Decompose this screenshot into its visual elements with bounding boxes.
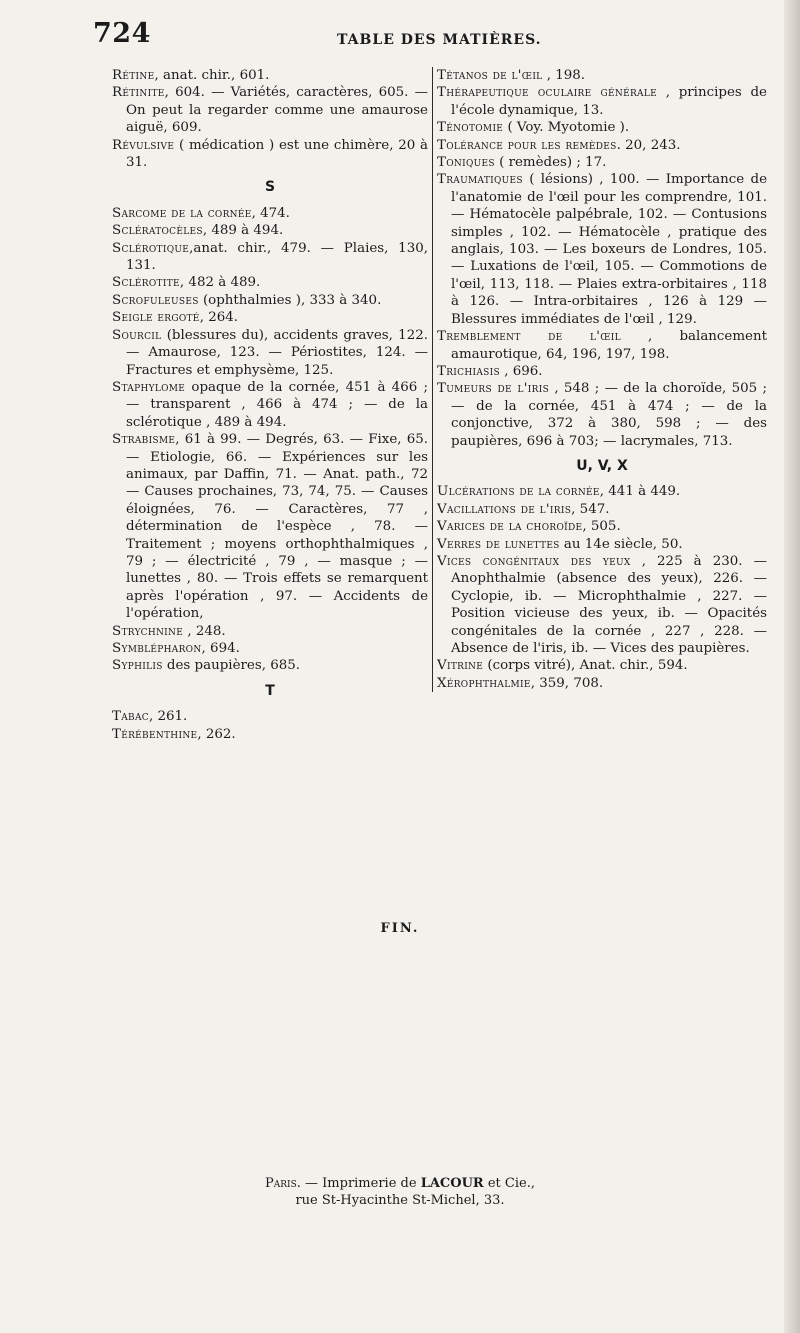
- entry-text: , 198.: [542, 68, 586, 83]
- entry-head: Tolérance pour les remèdes: [437, 137, 617, 153]
- entry-head: Sarcome de la cornée: [112, 205, 252, 221]
- entry-text: ( lésions) , 100. — Importance de l'anatomie de l'œil pour les comprendre, 101. — Hématocèle palpébrale, 102. — Contusions simples , 102. — Hématocèle , pratique des anglais, 103. — Les boxeurs de Londres, 105. — Luxations de l'œil, 105. — Commotions de l'œil, 113, 118. — Plaies extra-orbitaires , 118 à 126. — Intra-orbitaires , 126 à 129 — Blessures immédiates de l'œil , 129.: [451, 172, 767, 327]
- entry-text: , 474.: [251, 205, 290, 221]
- entry-text: , 248.: [183, 623, 226, 639]
- index-entry: [112, 327, 428, 379]
- index-entry: [112, 708, 428, 725]
- entry-head: Tumeurs de l'iris: [437, 381, 550, 397]
- index-entry: [437, 553, 767, 657]
- entry-head: Verres de lunettes: [437, 536, 560, 552]
- entry-text: , 604. — Variétés, caractères, 605. — On peut la regarder comme une amaurose aiguë, 609.: [126, 85, 428, 136]
- index-entry: [437, 84, 767, 119]
- index-entry: [437, 363, 767, 380]
- entry-text: , 61 à 99. — Degrés, 63. — Fixe, 65. — Etiologie, 66. — Expériences sur les animaux, par Daffin, 71. — Anat. path., 72 — Causes prochaines, 73, 74, 75. — Causes éloignées, 76. — Caractères, 77 , détermination de l'espèce , 78. — Traitement ; moyens orthophthalmiques , 79 ; — électricité , 79 , — masque ; — lunettes , 80. — Trois effets se remarquent après l'opération , 97. — Accidents de l'opération,: [126, 432, 428, 622]
- entry-head: Syphilis: [112, 658, 163, 674]
- entry-text: , 696.: [499, 363, 543, 379]
- entry-head: Révulsive: [112, 137, 175, 153]
- entry-text: , 489 à 494.: [202, 223, 284, 239]
- index-entry: [112, 623, 428, 640]
- entry-head: Toniques: [437, 155, 495, 171]
- index-entry: [437, 536, 767, 553]
- index-entry: [112, 137, 428, 172]
- entry-head: Sourcil: [112, 327, 162, 343]
- entry-text: des paupières, 685.: [162, 658, 301, 674]
- imprint: [0, 1175, 800, 1209]
- section-letter-t: T: [265, 682, 275, 699]
- section-letter-s: S: [264, 179, 276, 196]
- imprint-line-1: [0, 1175, 800, 1192]
- index-entry: [437, 137, 767, 154]
- entry-head: Thérapeutique oculaire générale: [437, 85, 657, 101]
- entry-text: opaque de la cornée, 451 à 466 ; — transparent , 466 à 474 ; — de la sclérotique , 489 à 494.: [126, 379, 428, 430]
- index-entry: [437, 119, 767, 136]
- entry-head: Vices congénitaux des yeux: [437, 553, 631, 569]
- entry-head: Ulcérations de la cornée: [437, 484, 600, 500]
- entry-head: Sclérotite: [112, 275, 180, 291]
- entry-text: (ophthalmies ), 333 à 340.: [198, 292, 382, 308]
- index-entry: [112, 292, 428, 309]
- index-entry: [112, 726, 428, 743]
- entry-head: Strabisme: [112, 432, 176, 448]
- index-entry: [437, 483, 767, 500]
- entry-text: (corps vitré), Anat. chir., 594.: [483, 658, 688, 674]
- index-entry: [112, 309, 428, 326]
- entry-text: , 261.: [148, 709, 188, 725]
- entry-head: Staphylome: [112, 379, 186, 395]
- entry-text: ( remèdes) ; 17.: [494, 155, 607, 171]
- index-entry: [112, 84, 428, 136]
- entries-s: [112, 205, 428, 675]
- running-title: TABLE DES MATIÈRES.: [337, 32, 542, 48]
- imprint-suffix: et Cie.,: [483, 1176, 535, 1191]
- entry-text: ( Voy. Myotomie ).: [503, 120, 630, 136]
- imprint-dash: — Imprimerie de: [300, 1176, 421, 1191]
- entry-head: Rétinite: [112, 85, 165, 101]
- index-entry: [437, 501, 767, 518]
- index-entry: [112, 205, 428, 222]
- entry-text: ,anat. chir., 479. — Plaies, 130, 131.: [126, 240, 428, 274]
- index-entry: [437, 154, 767, 171]
- imprint-address: rue St-Hyacinthe St-Michel, 33.: [295, 1193, 505, 1208]
- page-number: 724: [93, 18, 151, 49]
- entries-t-left: [112, 708, 428, 743]
- entry-head: Tremblement de l'œil: [437, 329, 621, 345]
- index-entry: [112, 240, 428, 275]
- entry-head: Tétanos de l'œil: [437, 68, 543, 83]
- entry-head: Xérophthalmie: [437, 675, 531, 691]
- entry-text: , anat. chir., 601.: [154, 68, 270, 83]
- entry-head: Ténotomie: [437, 120, 504, 136]
- entry-text: , 482 à 489.: [179, 275, 261, 291]
- entry-head: Traumatiques: [437, 172, 523, 188]
- entry-head: Vacillations de l'iris: [437, 501, 572, 517]
- entry-text: , principes de l'école dynamique, 13.: [451, 85, 767, 118]
- entry-head: Tabac: [112, 709, 149, 725]
- entry-text: , 225 à 230. — Anophthalmie (absence des yeux), 226. — Cyclopie, ib. — Microphthalmie , 227. — Position vicieuse des yeux, ib. — Opacités congénitales de la cornée , 227 , 228. — Absence de l'iris, ib. — Vices des paupières.: [451, 553, 767, 656]
- imprint-printer: LACOUR: [420, 1176, 484, 1191]
- entry-head: Seigle ergoté: [112, 310, 200, 326]
- index-entry: [437, 328, 767, 363]
- imprint-city: Paris.: [265, 1176, 301, 1191]
- index-entry: [112, 640, 428, 657]
- entry-text: , 262.: [197, 726, 236, 742]
- entry-text: , 359, 708.: [530, 675, 604, 691]
- fin-mark: FIN.: [380, 921, 420, 936]
- entry-head: Vitrine: [437, 658, 484, 674]
- index-entry: [437, 675, 767, 692]
- entry-text: , 441 à 449.: [599, 484, 681, 500]
- entry-text: au 14e siècle, 50.: [559, 536, 683, 552]
- entry-head: Rétine: [112, 68, 155, 83]
- index-entry: [437, 67, 767, 84]
- entry-head: Symblépharon: [112, 641, 202, 656]
- index-entry: [112, 222, 428, 239]
- left-column: [112, 67, 428, 743]
- entry-head: Sclératocèles: [112, 223, 203, 239]
- index-entry: [437, 171, 767, 328]
- entry-text: , 694.: [201, 641, 240, 656]
- entry-text: , 547.: [571, 501, 610, 517]
- index-entry: [437, 380, 767, 450]
- entry-text: , 264.: [199, 310, 239, 326]
- index-entry: [437, 518, 767, 535]
- entry-text: (blessures du), accidents graves, 122. — Amaurose, 123. — Périostites, 124. — Fractures et emphysème, 125.: [126, 327, 428, 378]
- right-column: [432, 67, 767, 692]
- entry-head: Térébenthine: [112, 726, 198, 742]
- entries-r: [112, 67, 428, 171]
- index-entry: [437, 657, 767, 674]
- entry-head: Sclérotique: [112, 240, 190, 256]
- entry-text: , 548 ; — de la choroïde, 505 ; — de la cornée, 451 à 474 ; — de la conjonctive, 372 à 380, 598 ; — des paupières, 696 à 703; — lacrymales, 713.: [451, 381, 767, 449]
- section-letter-uvx: U, V, X: [576, 457, 628, 474]
- index-entry: [112, 379, 428, 431]
- entry-head: Strychnine: [112, 623, 184, 639]
- entry-head: Scrofuleuses: [112, 292, 199, 308]
- page-edge: [784, 0, 800, 1333]
- entries-t-right: [437, 67, 767, 450]
- index-entry: [112, 67, 428, 84]
- entry-text: , balancement amaurotique, 64, 196, 197, 198.: [451, 329, 767, 362]
- entries-uvx: [437, 483, 767, 692]
- entry-text: ( médication ) est une chimère, 20 à 31.: [126, 137, 428, 171]
- index-entry: [112, 657, 428, 674]
- entry-head: Varices de la choroïde: [437, 519, 583, 535]
- entry-text: , 505.: [582, 519, 621, 535]
- index-entry: [112, 431, 428, 622]
- entry-head: Trichiasis: [437, 363, 500, 379]
- entry-text: . 20, 243.: [616, 137, 681, 153]
- index-entry: [112, 274, 428, 291]
